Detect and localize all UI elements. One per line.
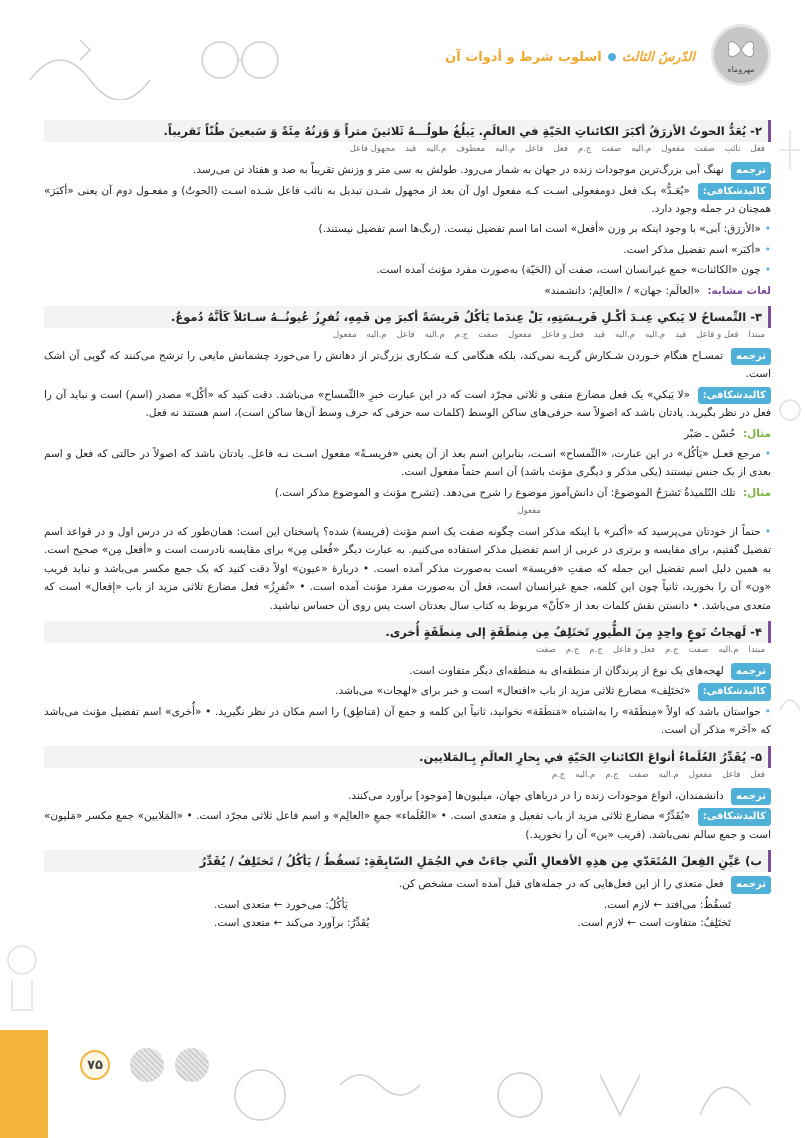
grammar-tag: فعل و فاعل: [541, 330, 584, 340]
grammar-tag: معطوف: [456, 144, 486, 155]
q3-grammar-row: [44, 328, 771, 343]
translation-badge: ترجمه: [731, 348, 771, 366]
grammar-tag: نائب: [724, 144, 741, 155]
grammar-tag: م.اليه: [424, 330, 445, 340]
grammar-tag: صفت: [628, 769, 649, 780]
q2-translation: نهنگ آبی بزرگ‌ترین موجودات زنده در جهان به شمار می‌رود. طولش به سی متر و وزنش تقریباً به صد و هفتاد تن می‌رسد.: [193, 164, 724, 176]
q4-grammar-row: [44, 643, 771, 658]
b-translation-para: [44, 875, 771, 894]
grammar-tag: م.اليه: [718, 645, 739, 655]
lesson-header: [445, 44, 695, 70]
grammar-tag: قيد: [405, 144, 417, 155]
q4-note: «تَختَلِف» مضارع ثلاثی مزید از باب «افتعال» است و خبر برای «لهجات» می‌باشد.: [335, 685, 691, 698]
grammar-tag: ج.م: [454, 330, 469, 340]
q2-grammar-row: [44, 142, 771, 157]
grammar-tag: ج.م: [565, 645, 580, 655]
b-question: ب) عَيِّنِ الفِعلَ المُتَعَدّي مِن هذِهِ الأفعالِ الّتي جاءَتْ في الجُمَلِ السّابِقَةِ: تَسقُطُ / يَأكُلُ / تَختَلِفُ / يُقَدِّرُ: [44, 850, 771, 872]
translation-badge: ترجمه: [731, 876, 771, 894]
q3-note: «لا يَبكي» یک فعل مضارع منفی و ثلاثی مجرّد است که در این عبارت خبرِ «التِّمساح» می‌باشد. دقت کنید که «أكْل» مصدر (اسم) است و نباید آن را فعل در نظر بگیرید. یادتان باشد که اصولاً سه حرفی‌های ساکن الوسط (کلمات سه حرفی که حرف وسط آن‌ها ساکن است)، اسم هستند نه فعل.: [44, 388, 771, 420]
decorative-circle-1: [130, 1048, 164, 1082]
q4-bullet: • حواستان باشد که اولاً «مِنطَقَة» را به‌اشتباه «مَنطَقَة» نخوانید، ثانیاً این کلمه و جمع آن (مَناطِق) را اسم مکان در نظر نگیرید. • «أُخرى» اسم تفضیل مؤنث می‌باشد که «آخَر» مذکر آن است.: [44, 703, 771, 740]
translation-badge: ترجمه: [731, 788, 771, 806]
q2-bullet-1: • «الأزرَق: آبی» با وجود اینکه بر وزن «أفعل» است اما اسم تفضیل نیست. (رنگ‌ها اسم تفضیل نیستند.): [44, 220, 771, 238]
q2-bullet-3: • چون «الكائنات» جمع غیرانسان است، صفت آن (الحَيّة) به‌صورت مفرد مؤنث آمده است.: [44, 261, 771, 279]
q5-translation: دانشمندان، انواع موجودات زنده را در دریاهای جهان، میلیون‌ها [موجود] برآورد می‌کنند.: [348, 789, 724, 802]
q2-translation-para: [44, 161, 771, 180]
q3-example-2-sub-label: مفعول: [517, 506, 541, 517]
grammar-tag: فعل و فاعل: [612, 645, 656, 655]
grammar-tag: فاعل: [525, 144, 544, 155]
q5-translation-para: [44, 787, 771, 806]
lesson-label: الدّرسُ الثالث: [621, 49, 695, 65]
grammar-tag: فاعل: [396, 330, 415, 340]
b-answer-3: تَختَلِفُ: متفاوت است ← لازم است.: [577, 917, 731, 929]
lesson-title: اسلوب شرط و أدوات آن: [445, 49, 602, 65]
grammar-tag-sub: مجهول فاعل: [349, 144, 396, 155]
q3-example-2-para: [44, 484, 771, 502]
grammar-tag: مفعول: [661, 144, 685, 155]
kalbod-badge: کالبدشکافی:: [698, 387, 771, 405]
q4-translation-para: [44, 662, 771, 681]
publisher-logo: [711, 24, 771, 86]
example-label: مثال:: [742, 486, 771, 499]
q3-bullet-2: • حتماً از خودتان می‌پرسید که «أكبر» با اینکه مذکر است چگونه صفت یک اسم مؤنث (فريسة) شده؟ پاسختان این است: همان‌طور که در درس اول و در قواعد اسم تفضیل گفتیم، برای مقایسه و برتری در عربی از اسم تفضیل مذکر استفاده می‌کنیم. به عبارت دیگر «فُعلى مِن» برای مقایسه نادرست است و «أفعل مِن» صحیح است. به همین دلیل اسم تفضیل این جمله که صفتِ «فريسة» است به‌صورت مذکر آمده است. • دربارهٔ «عيون» اولاً دقت کنید که یک جمع مکسر می‌باشد و نباید فریب «ون» آن را بخورید، ثانیاً چون این کلمه، جمع غیرانسان است، فعل آن به‌صورت مفرد مؤنث آمده است. • «تُفرِزُ» فعل مضارع ثلاثی مزید از باب «إفعال» است که متعدی می‌باشد. • دانستن نقش کلمات بعد از «كأنّ» مربوط به کتاب سال بعدتان است پس روی آن حساس نباشید.: [44, 523, 771, 615]
lexicon-label: لغات مشابه:: [707, 284, 771, 297]
decorative-circle-2: [175, 1048, 209, 1082]
header-dot-icon: [608, 53, 616, 61]
q3-note-para: [44, 386, 771, 423]
grammar-tag: مبتدا: [748, 330, 765, 340]
b-answer-4: يُقَدِّرُ: برآورد می‌کند ← متعدی است.: [214, 917, 370, 929]
q3-translation-para: [44, 347, 771, 384]
b-translation: فعل متعدی را از این فعل‌هایی که در جمله‌های قبل آمده است مشخص کن.: [398, 878, 724, 891]
grammar-tag: مفعول: [688, 769, 713, 780]
doodle-right-margin: [775, 110, 805, 1010]
grammar-tag: فاعل: [722, 769, 741, 780]
translation-badge: ترجمه: [731, 663, 771, 681]
doodle-left-margin: [4, 120, 40, 1020]
page-number: ۷۵: [80, 1050, 110, 1080]
grammar-tag: قيد: [675, 330, 687, 340]
grammar-tag: ج.م: [665, 645, 679, 655]
q5-grammar-row: [44, 768, 771, 783]
q2-lexicon: «العالَم: جهان» / «العالِم: دانشمند»: [544, 284, 700, 297]
butterfly-icon: [726, 37, 756, 63]
grammar-tag: م.اليه: [658, 769, 679, 780]
kalbod-badge: کالبدشکافی:: [698, 683, 771, 701]
grammar-tag: م.اليه: [631, 144, 652, 155]
grammar-tag: فعل و فاعل: [696, 330, 739, 340]
grammar-tag: ج.م: [577, 144, 592, 155]
logo-text: مهروماه: [727, 64, 755, 74]
doodle-top-left: [20, 20, 320, 100]
grammar-tag: فعل: [750, 769, 765, 780]
grammar-tag: م.اليه: [645, 330, 666, 340]
q5-note: «يُقَدِّرُ» مضارع ثلاثی مزید از باب تفعیل و متعدی است. • «العُلَماء» جمعِ «العالِم» و اسم فاعل ثلاثی مجرّد است. • «المَلايين» جمع مکسر «مَليون» است و جمع سالم نمی‌باشد. (فریب «ين» آن را نخورید.): [44, 810, 771, 841]
example-label: مثال:: [742, 427, 771, 440]
translation-badge: ترجمه: [731, 162, 771, 180]
q3-example-2: تلك التّلميذةُ تَشرَحُ الموضوعَ: آن دانش‌آموز موضوع را شرح می‌دهد. (تشرح مؤنث و الموضوع مذکر است.): [274, 486, 736, 499]
grammar-tag: مبتدا: [748, 645, 765, 655]
b-answer-row-1: [44, 896, 771, 914]
grammar-tag: م.اليه: [575, 769, 596, 780]
b-answer-1: تَسقُطُ: می‌افتد ← لازم است.: [603, 898, 731, 911]
q2-note-para: [44, 182, 771, 219]
q2-bullet-2: • «أكبَر» اسم تفضیل مذکر است.: [44, 241, 771, 259]
grammar-tag: مفعول: [332, 330, 357, 340]
q3-translation: تمسـاح هنگام خـوردن شـکارش گریـه نمی‌کند، بلکه هنگامی کـه شـکاری بزرگ‌تر از دهانش را می‌خورد چشمانش مایعی را ترشح می‌کنند که گویی آن اشک است.: [44, 349, 771, 381]
q3-example-1: حُسْن ـ صَبْر: [684, 427, 736, 440]
page-content: [44, 120, 771, 932]
kalbod-badge: کالبدشکافی:: [698, 183, 771, 201]
grammar-tag: ج.م: [551, 769, 566, 780]
q4-translation: لهجه‌های یک نوع از پرندگان از منطقه‌ای به منطقه‌ای دیگر متفاوت است.: [409, 664, 724, 677]
grammar-tag: قيد: [593, 330, 606, 340]
grammar-tag: م.اليه: [366, 330, 387, 340]
q4-note-para: [44, 682, 771, 701]
q2-sentence: ۲- یُعَدُّ الحوتُ الأزرَقُ أكبَرَ الكائناتِ الحَيّةِ في العالَمِ. يَبلُغُ طولُـــهُ ثَلاثينَ متراً وَ وَزنُهُ مِئَةً وَ سَبعينَ طُنّاً تَقريباً.: [44, 120, 771, 142]
q3-bullet-1: • مرجع فعـل «يَأكُل» در این عبارت، «التِّمساح» اسـت، بنابراین اسم بعد از آن یعنی «فريسـةً» مفعول اسـت نـه فاعل. یادتان باشد که اصولاً در حالتی که فعل و اسم بعدی از یک جنس نیستند (یکی مذکر و دیگری مؤنث باشد) آن اسم حتماً مفعول است.: [44, 445, 771, 482]
q3-sentence: ۳- التِّمساحُ لا يَبكي عِنـدَ أكْـلِ فَريـسَتِهِ، بَلْ عِندَما يَأكُلُ فَريسَةً أكبرَ مِن فَمِهِ، تُفرِزُ عُيونُــهُ سـائلاً كَأنَّهُ دُموعٌ.: [44, 306, 771, 328]
grammar-tag: ج.م: [589, 645, 603, 655]
grammar-tag: م.اليه: [426, 144, 447, 155]
grammar-tag: صفت: [601, 144, 622, 155]
grammar-tag: م.اليه: [615, 330, 636, 340]
grammar-tag: م.اليه: [495, 144, 516, 155]
b-answer-2: يَأكُلُ: می‌خورد ← متعدی است.: [214, 898, 348, 911]
doodle-bottom: [220, 1055, 780, 1135]
grammar-tag: صفت: [478, 330, 499, 340]
grammar-tag: مفعول: [508, 330, 532, 340]
left-color-band: [0, 1030, 48, 1138]
grammar-tag: فعل: [750, 144, 765, 155]
grammar-tag: صفت: [694, 144, 715, 155]
grammar-tag: صفت: [688, 645, 709, 655]
grammar-tag: فعل: [553, 144, 568, 155]
q4-sentence: ۴- لَهجاتُ نَوعٍ واحِدٍ مِنَ الطُّيورِ تَختَلِفُ مِن مِنطَقَةٍ إلى مِنطَقَةٍ أُخرى.: [44, 621, 771, 643]
q5-sentence: ۵- يُقَدِّرُ العُلَماءُ أنواعَ الكائناتِ الحَيّةِ في بِحارِ العالَمِ بِـالمَلايين.: [44, 746, 771, 768]
grammar-tag: صفت: [536, 645, 556, 655]
kalbod-badge: کالبدشکافی:: [698, 808, 771, 826]
q5-note-para: [44, 807, 771, 844]
b-answer-row-2: [44, 914, 771, 932]
q2-note: «يُعَـدُّ» یـک فعل دومفعولی اسـت کـه مفعول اول آن بعد از مجهول شـدن تبدیل به نائب فاعل شـده اسـت (الحوتُ) و مفعـول دوم آن یعنی «أكبَرَ» همچنان در جمله وجود دارد.: [44, 184, 771, 215]
q3-example-1-para: [44, 425, 771, 443]
q3-example-2-sub: [44, 504, 771, 519]
grammar-tag: ج.م: [605, 769, 619, 780]
q2-lexicon-para: [44, 282, 771, 300]
